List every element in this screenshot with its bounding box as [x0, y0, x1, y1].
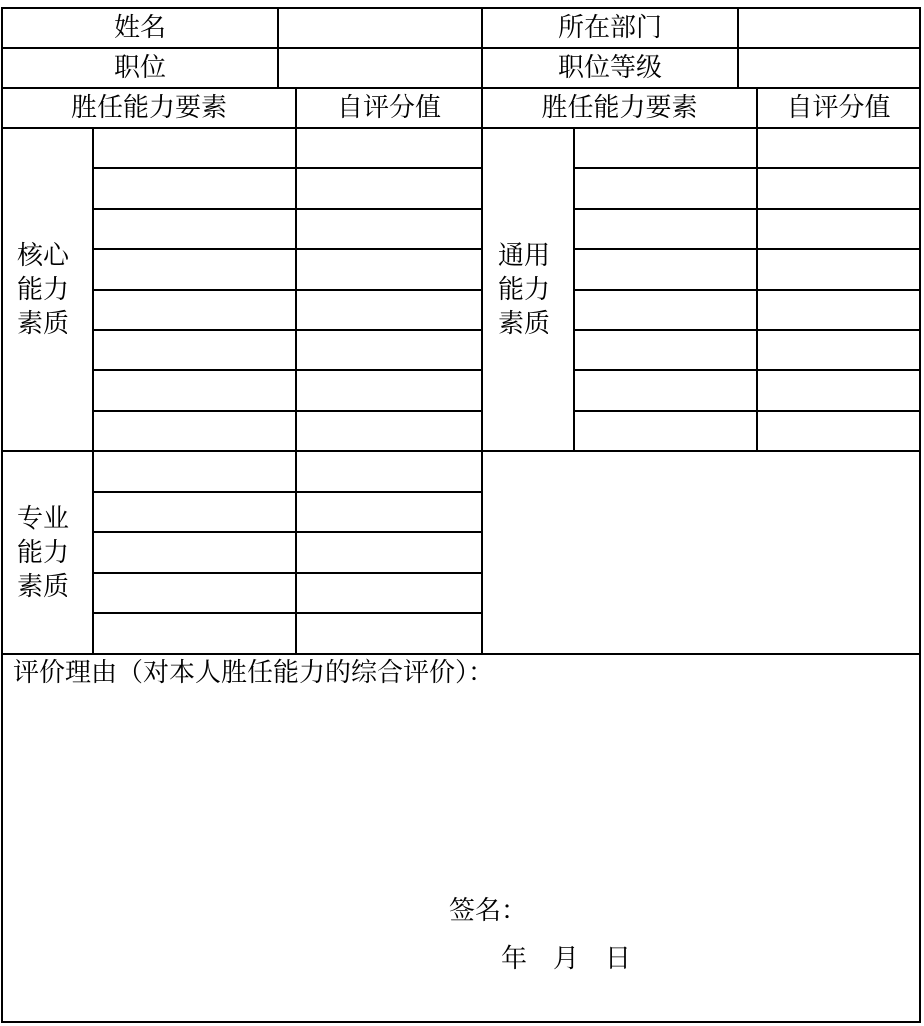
- general-element-cell[interactable]: [573, 410, 758, 452]
- professional-element-cell[interactable]: [92, 491, 297, 534]
- core-element-cell[interactable]: [92, 248, 297, 290]
- general-score-cell[interactable]: [756, 248, 921, 290]
- core-element-cell[interactable]: [92, 167, 297, 209]
- core-score-cell[interactable]: [295, 127, 483, 169]
- competency-element-header-left: 胜任能力要素: [1, 87, 297, 129]
- general-element-cell[interactable]: [573, 208, 758, 250]
- department-field[interactable]: [737, 7, 921, 49]
- general-element-cell[interactable]: [573, 167, 758, 209]
- position-level-label-cell: [481, 47, 739, 89]
- core-element-cell[interactable]: [92, 208, 297, 250]
- self-score-header-left: 自评分值: [295, 87, 483, 129]
- core-competency-label-cell: [1, 127, 94, 452]
- professional-score-cell[interactable]: [295, 531, 483, 574]
- general-element-cell[interactable]: [573, 329, 758, 371]
- self-score-header-right: 自评分值: [756, 87, 921, 129]
- core-score-cell[interactable]: [295, 289, 483, 331]
- position-label: 职位: [113, 53, 166, 83]
- general-competency-label-cell: [481, 127, 575, 452]
- position-level-label: 职位等级: [557, 53, 662, 83]
- core-element-cell[interactable]: [92, 369, 297, 411]
- blank-area: [481, 450, 921, 655]
- name-label-cell: [1, 7, 279, 49]
- core-competency-label: 核心 能力 素质: [17, 241, 70, 339]
- competency-element-header-right: 胜任能力要素: [481, 87, 758, 129]
- general-score-cell[interactable]: [756, 289, 921, 331]
- core-score-cell[interactable]: [295, 208, 483, 250]
- core-score-cell[interactable]: [295, 369, 483, 411]
- professional-element-cell[interactable]: [92, 450, 297, 493]
- general-score-cell[interactable]: [756, 127, 921, 169]
- general-score-cell[interactable]: [756, 410, 921, 452]
- name-label: 姓名: [113, 13, 166, 43]
- position-level-field[interactable]: [737, 47, 921, 89]
- department-label-cell: [481, 7, 739, 49]
- core-element-cell[interactable]: [92, 127, 297, 169]
- position-field[interactable]: [277, 47, 483, 89]
- professional-competency-label: 专业 能力 素质: [17, 504, 70, 602]
- core-element-cell[interactable]: [92, 289, 297, 331]
- general-competency-label: 通用 能力 素质: [498, 241, 551, 339]
- general-score-cell[interactable]: [756, 208, 921, 250]
- professional-score-cell[interactable]: [295, 572, 483, 615]
- general-element-cell[interactable]: [573, 289, 758, 331]
- department-label: 所在部门: [557, 13, 662, 43]
- professional-element-cell[interactable]: [92, 572, 297, 615]
- signature-label: 签名：: [449, 896, 528, 926]
- professional-score-cell[interactable]: [295, 450, 483, 493]
- professional-element-cell[interactable]: [92, 531, 297, 574]
- general-score-cell[interactable]: [756, 329, 921, 371]
- professional-competency-label-cell: [1, 450, 94, 655]
- position-label-cell: [1, 47, 279, 89]
- core-element-cell[interactable]: [92, 329, 297, 371]
- evaluation-reason-label: 评价理由（对本人胜任能力的综合评价）：: [13, 658, 495, 688]
- professional-score-cell[interactable]: [295, 612, 483, 655]
- general-element-cell[interactable]: [573, 248, 758, 290]
- professional-score-cell[interactable]: [295, 491, 483, 534]
- core-score-cell[interactable]: [295, 167, 483, 209]
- core-score-cell[interactable]: [295, 248, 483, 290]
- core-score-cell[interactable]: [295, 410, 483, 452]
- general-element-cell[interactable]: [573, 127, 758, 169]
- evaluation-section[interactable]: [1, 653, 921, 1023]
- core-element-cell[interactable]: [92, 410, 297, 452]
- name-field[interactable]: [277, 7, 483, 49]
- general-score-cell[interactable]: [756, 369, 921, 411]
- general-element-cell[interactable]: [573, 369, 758, 411]
- date-label: 年 月 日: [501, 944, 632, 974]
- core-score-cell[interactable]: [295, 329, 483, 371]
- professional-element-cell[interactable]: [92, 612, 297, 655]
- general-score-cell[interactable]: [756, 167, 921, 209]
